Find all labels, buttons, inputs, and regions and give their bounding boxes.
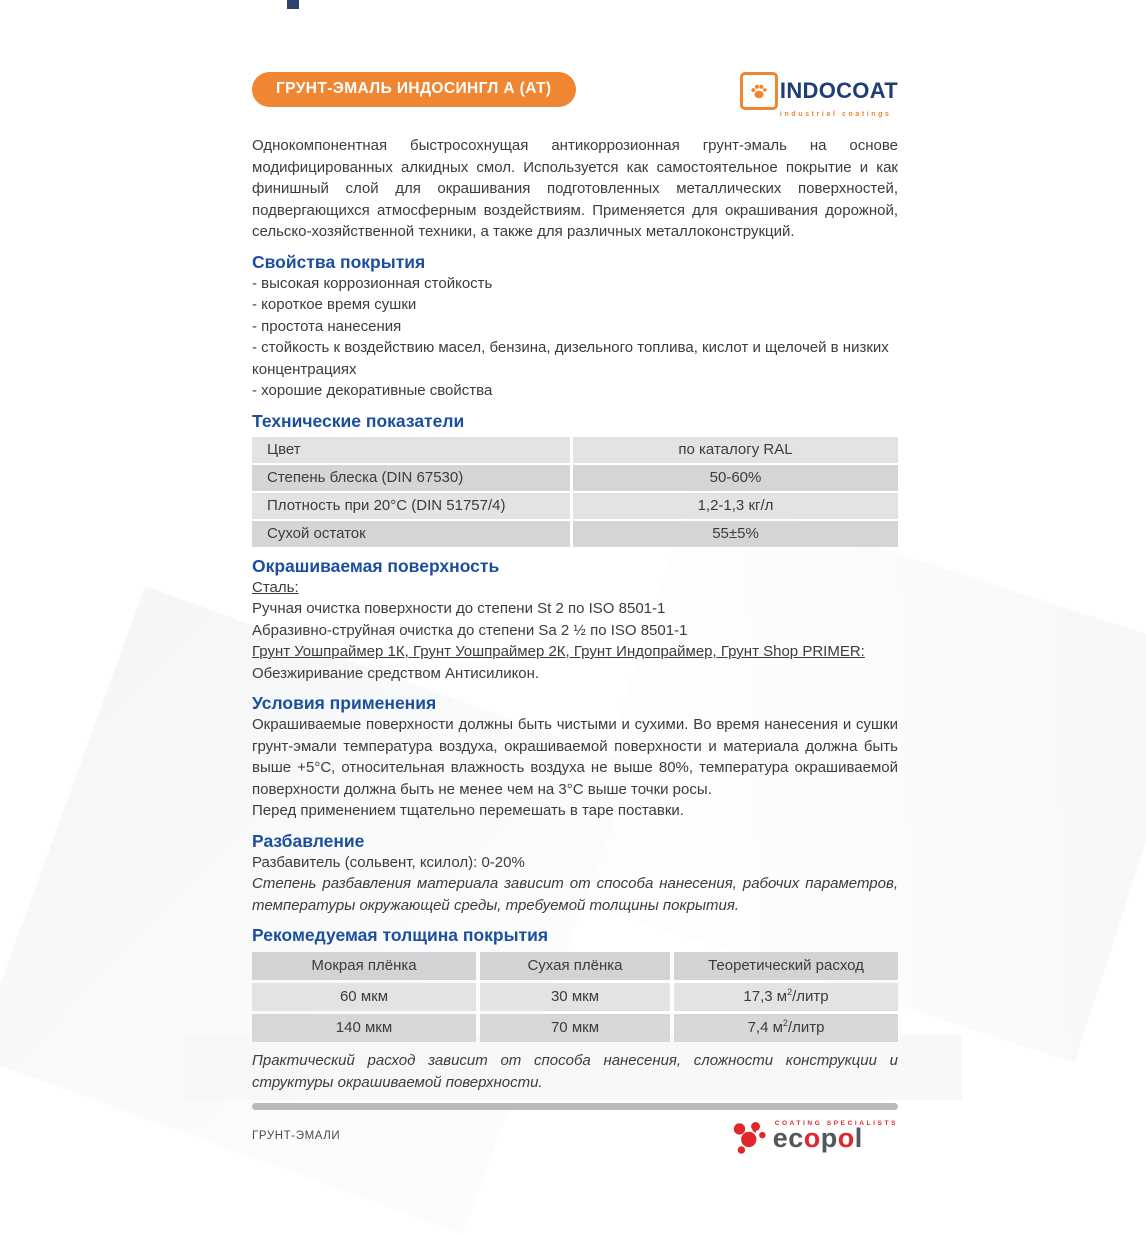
thickness-cell: Сухая плёнка: [480, 952, 670, 980]
page-content: [252, 0, 898, 1163]
dilution-note: Степень разбавления материала зависит от способа нанесения, рабочих параметров, температуры окружающей среды, требуемой толщины покрытия.: [252, 875, 898, 914]
surface-lines: [252, 598, 898, 641]
technical-value-cell: 55±5%: [573, 521, 898, 547]
ecopol-logo: [729, 1116, 898, 1163]
technical-label-cell: Цвет: [252, 437, 570, 463]
technical-label-cell: Степень блеска (DIN 67530): [252, 465, 570, 491]
conditions-note: Перед применением тщательно перемешать в таре поставки.: [252, 802, 684, 819]
paint-splat-icon: [729, 1116, 771, 1163]
thickness-cell: 70 мкм: [480, 1014, 670, 1042]
technical-row: [252, 493, 898, 519]
section-heading-thickness: Рекомедуемая толщина покрытия: [252, 925, 549, 945]
technical-value-cell: 50-60%: [573, 465, 898, 491]
property-item: - короткое время сушки: [252, 296, 417, 313]
thickness-data-row: [252, 1014, 898, 1042]
technical-label-cell: Сухой остаток: [252, 521, 570, 547]
properties-list: [252, 273, 898, 402]
surface-degrease-line: Обезжиривание средством Антисиликон.: [252, 664, 540, 682]
product-title-badge: ГРУНТ-ЭМАЛЬ ИНДОСИНГЛ А (АТ): [252, 72, 576, 107]
section-heading-technical: Технические показатели: [252, 410, 465, 431]
technical-table: [252, 437, 898, 547]
thickness-header-row: [252, 952, 898, 980]
property-item: - простота нанесения: [252, 317, 402, 335]
intro-paragraph: Однокомпонентная быстросохнущая антикоррозионная грунт-эмаль на основе модифицированных алкидных смол. Используется как самостоятельное покрытие и как финишный слой для окрашивания подготовленных металлических поверхностей, подвергающихся атмосферным воздействиям. Применяется для окрашивания дорожной, сельско-хозяйственной техники, а также для различных металлоконструкций.: [252, 137, 898, 240]
footer-divider: [252, 1103, 898, 1110]
datasheet-page: [184, 0, 962, 1153]
ecopol-text: [773, 1116, 898, 1151]
indocoat-wordmark: INDOCOAT: [779, 78, 898, 103]
section-heading-properties: Свойства покрытия: [252, 251, 426, 272]
thickness-cell: 60 мкм: [252, 983, 476, 1011]
thickness-cell: 7,4 $м^2$/литр: [674, 1014, 898, 1042]
footer-category-label: ГРУНТ-ЭМАЛИ: [252, 1130, 341, 1142]
indocoat-logo-row: [740, 72, 898, 110]
technical-row: [252, 521, 898, 547]
surface-line: Абразивно-струйная очистка до степени Sa 2 ½ по ISO 8501-1: [252, 621, 688, 639]
property-item: - стойкость к воздействию масел, бензина, дизельного топлива, кислот и щелочей в низких концентрациях: [252, 339, 889, 378]
section-heading-conditions: Условия применения: [252, 693, 437, 713]
paw-icon: [740, 72, 778, 110]
conditions-paragraph: Окрашиваемые поверхности должны быть чистыми и сухими. Во время нанесения и сушки грунт-эмали температура воздуха, окрашиваемой поверхности и материала должна быть выше +5°С, относительная влажность воздуха не выше 80%, температура окрашиваемой поверхности должна быть не менее чем на 3°С выше точки росы.: [252, 716, 898, 798]
thickness-cell: 30 мкм: [480, 983, 670, 1011]
property-item: - хорошие декоративные свойства: [252, 382, 493, 399]
technical-row: [252, 437, 898, 463]
dilution-line: Разбавитель (сольвент, ксилол): 0-20%: [252, 853, 525, 871]
thickness-cell: Теоретический расход: [674, 952, 898, 980]
surface-line: Ручная очистка поверхности до степени St 2 по ISO 8501-1: [252, 600, 666, 617]
indocoat-tagline: industrial coatings: [779, 111, 892, 118]
section-heading-surface: Окрашиваемая поверхность: [252, 555, 500, 576]
footer: [252, 1116, 898, 1163]
thickness-cell: Мокрая плёнка: [252, 952, 476, 980]
technical-value-cell: 1,2-1,3 кг/л: [573, 493, 898, 519]
page-top-mark: [287, 0, 299, 9]
thickness-table: [252, 952, 898, 1042]
ecopol-wordmark: ecopol: [772, 1123, 863, 1153]
property-item: - высокая коррозионная стойкость: [252, 274, 493, 292]
technical-label-cell: Плотность при 20°C (DIN 51757/4): [252, 493, 570, 519]
header: [252, 72, 898, 118]
technical-value-cell: по каталогу RAL: [573, 437, 898, 463]
practical-note: Практический расход зависит от способа нанесения, сложности конструкции и структуры окрашиваемой поверхности.: [252, 1052, 898, 1091]
thickness-data-row: [252, 983, 898, 1011]
indocoat-logo: [740, 72, 898, 118]
technical-row: [252, 465, 898, 491]
section-heading-dilution: Разбавление: [252, 830, 365, 851]
surface-primers-label: Грунт Уошпраймер 1К, Грунт Уошпраймер 2К, Грунт Индопраймер, Грунт Shop PRIMER:: [252, 643, 865, 660]
surface-steel-label: Сталь:: [252, 578, 299, 596]
thickness-cell: 17,3 $м^2$/литр: [674, 983, 898, 1011]
thickness-cell: 140 мкм: [252, 1014, 476, 1042]
ecopol-tagline: COATING SPECIALISTS: [774, 1120, 898, 1127]
